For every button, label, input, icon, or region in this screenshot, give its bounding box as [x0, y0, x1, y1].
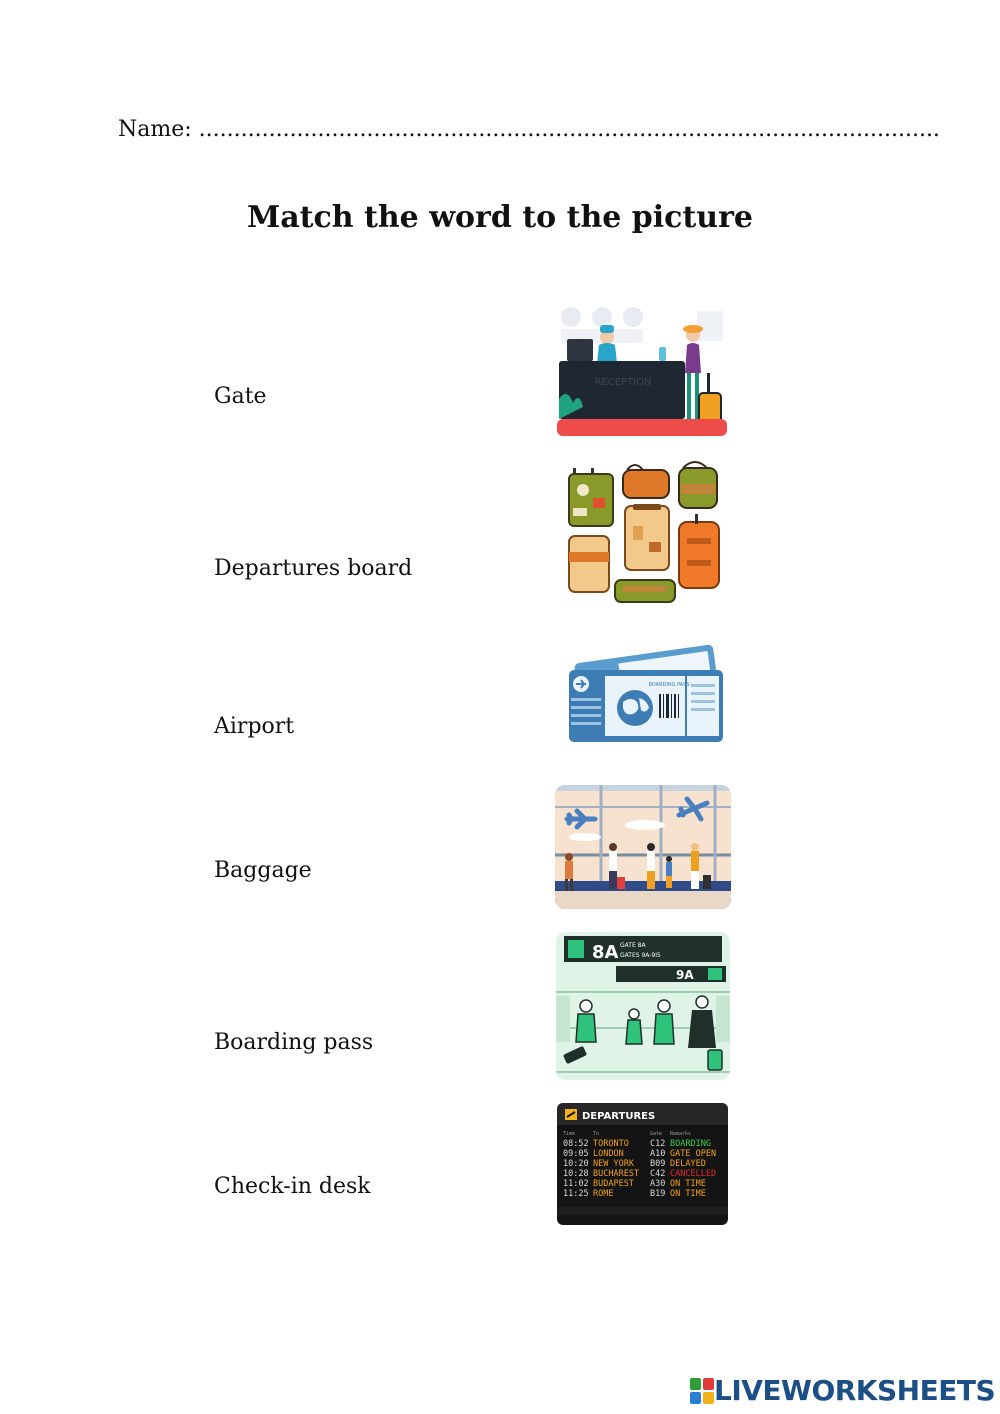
picture-departures-board[interactable]: [557, 1103, 728, 1225]
gate-sign-line2: GATES 9A-9I5: [620, 952, 661, 959]
worksheet-title: Match the word to the picture: [246, 200, 753, 235]
picture-airport[interactable]: [555, 785, 731, 909]
word-airport[interactable]: Airport: [214, 714, 295, 739]
departures-cell-gate: C12: [650, 1139, 666, 1149]
logo-text: LIVEWORKSHEETS: [714, 1374, 996, 1407]
departures-cell-remark: DELAYED: [670, 1159, 706, 1169]
picture-check-in-desk[interactable]: [557, 303, 727, 436]
word-baggage[interactable]: Baggage: [214, 858, 312, 883]
departures-header: To: [593, 1131, 600, 1137]
word-departures-board[interactable]: Departures board: [214, 556, 413, 581]
boarding-pass-label: BOARDING PASS: [648, 682, 690, 688]
departures-cell-time: 09:05: [563, 1149, 589, 1159]
departures-header: Time: [563, 1131, 576, 1137]
departures-cell-gate: A30: [650, 1179, 666, 1189]
departures-header: Gate: [650, 1131, 663, 1137]
departures-header: Remarks: [670, 1131, 692, 1137]
departures-cell-gate: C42: [650, 1169, 666, 1179]
departures-cell-to: ROME: [593, 1189, 614, 1199]
word-check-in-desk[interactable]: Check-in desk: [214, 1174, 371, 1199]
departures-cell-to: BUDAPEST: [593, 1179, 634, 1189]
liveworksheets-logo: [690, 1374, 995, 1407]
gate-sign-line1: GATE 8A: [620, 942, 646, 949]
departures-cell-gate: A10: [650, 1149, 666, 1159]
departures-cell-time: 10:28: [563, 1169, 589, 1179]
reception-sign: RECEPTION: [594, 377, 652, 388]
gate-sign-main: 8A: [592, 942, 619, 963]
departures-cell-remark: CANCELLED: [670, 1169, 717, 1179]
departures-cell-time: 08:52: [563, 1139, 589, 1149]
departures-cell-remark: ON TIME: [670, 1179, 706, 1189]
departures-cell-time: 11:02: [563, 1179, 589, 1189]
word-gate[interactable]: Gate: [214, 384, 267, 409]
word-boarding-pass[interactable]: Boarding pass: [214, 1030, 374, 1055]
picture-gate[interactable]: [556, 932, 730, 1080]
gate-sign-secondary: 9A: [676, 968, 694, 982]
departures-cell-remark: ON TIME: [670, 1189, 706, 1199]
departures-cell-to: NEW YORK: [593, 1159, 634, 1169]
departures-cell-gate: B19: [650, 1189, 666, 1199]
departures-title: DEPARTURES: [582, 1111, 656, 1122]
departures-cell-remark: BOARDING: [670, 1139, 711, 1149]
departures-cell-time: 10:20: [563, 1159, 589, 1169]
departures-cell-gate: B09: [650, 1159, 666, 1169]
departures-cell-to: LONDON: [593, 1149, 624, 1159]
departures-cell-to: BUCHAREST: [593, 1169, 640, 1179]
departures-cell-remark: GATE OPEN: [670, 1149, 717, 1159]
departures-cell-to: TORONTO: [593, 1139, 629, 1149]
logo-tiles-icon: [690, 1378, 714, 1404]
name-field[interactable]: Name: ..........................................................................................................: [118, 117, 940, 142]
picture-baggage[interactable]: [563, 456, 725, 606]
picture-boarding-pass[interactable]: [565, 640, 727, 750]
departures-cell-time: 11:25: [563, 1189, 589, 1199]
